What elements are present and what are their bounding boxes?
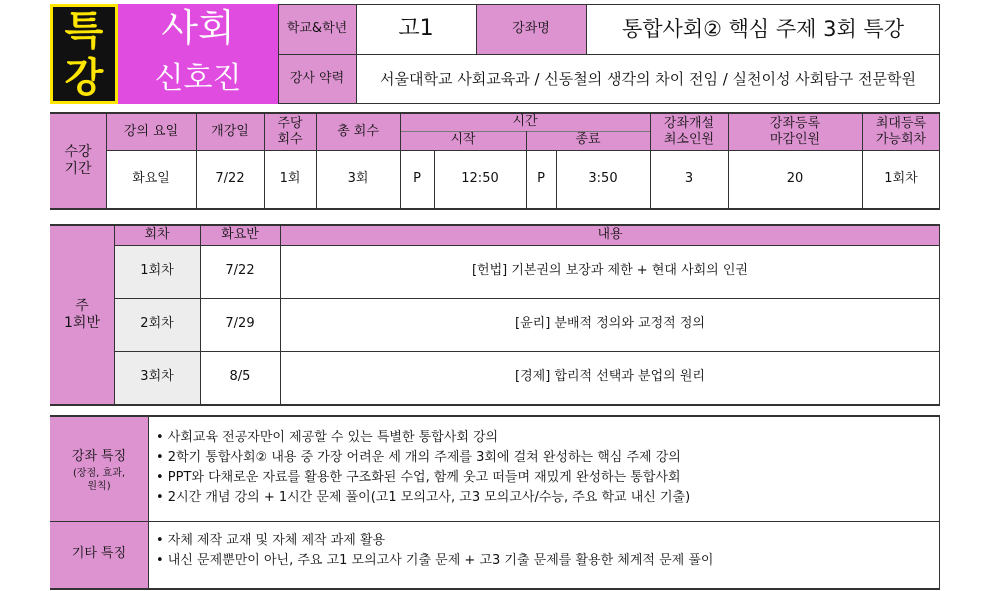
badge-special-2: 강 <box>50 54 118 104</box>
features-sublabel: (장점, 효과, 원칙) <box>72 467 126 492</box>
sessions-side-label: 주 1회반 <box>50 226 114 404</box>
session-date: 7/29 <box>200 298 280 351</box>
grid-line <box>939 417 940 588</box>
course-name-label: 강좌명 <box>476 4 586 54</box>
header-deadline: 강좌등록 마감인원 <box>728 114 862 150</box>
header-start-date: 개강일 <box>196 114 264 150</box>
grid-line <box>200 226 201 404</box>
value-weekly: 1회 <box>264 150 316 208</box>
course-name-value: 통합사회② 핵심 주제 3회 특강 <box>586 4 940 54</box>
grid-line <box>114 245 940 246</box>
header-weekly: 주당 회수 <box>264 114 316 150</box>
feature-item: • 2시간 개념 강의 + 1시간 문제 풀이(고1 모의고사, 고3 모의고사/수능, 주요 학교 내신 기출) <box>156 490 691 505</box>
sessions-header-no: 회차 <box>114 226 200 245</box>
school-grade-value: 고1 <box>356 4 476 54</box>
school-grade-label: 학교&학년 <box>278 4 356 54</box>
sessions-header-day: 화요반 <box>200 226 280 245</box>
session-content: [헌법] 기본권의 보장과 제한 + 현대 사회의 인권 <box>280 245 940 298</box>
value-min-people: 3 <box>650 150 728 208</box>
value-max-reg: 1회차 <box>862 150 940 208</box>
other-item: • 자체 제작 교재 및 자체 제작 과제 활용 <box>156 533 386 548</box>
grid-line <box>862 114 863 208</box>
grid-line <box>50 521 940 522</box>
grid-line <box>316 114 317 208</box>
grid-line <box>650 114 651 208</box>
grid-line <box>400 114 401 208</box>
features-label: 강좌 특징 <box>71 448 127 464</box>
value-day: 화요일 <box>106 150 196 208</box>
others-list <box>156 531 940 571</box>
others-label: 기타 특징 <box>50 521 148 588</box>
value-start-time: 12:50 <box>434 150 526 208</box>
header-vline <box>939 4 940 104</box>
header-min-people: 강좌개설 최소인원 <box>650 114 728 150</box>
header-vline <box>356 4 357 104</box>
grid-line <box>264 114 265 208</box>
session-no: 3회차 <box>114 351 200 404</box>
features-table <box>50 415 940 590</box>
header-time-end: 종료 <box>526 131 650 150</box>
value-end-time: 3:50 <box>556 150 650 208</box>
subject-title: 사회 <box>118 4 278 54</box>
bio-label: 강사 약력 <box>278 54 356 104</box>
grid-line <box>434 150 435 208</box>
grid-line <box>114 298 940 299</box>
grid-line <box>939 114 940 208</box>
schedule-table <box>50 112 940 210</box>
value-start-date: 7/22 <box>196 150 264 208</box>
session-no: 2회차 <box>114 298 200 351</box>
grid-line <box>148 417 149 588</box>
header-day: 강의 요일 <box>106 114 196 150</box>
grid-line <box>114 226 115 404</box>
sessions-header-content: 내용 <box>280 226 940 245</box>
value-start-ampm: P <box>400 150 434 208</box>
header-mid-line <box>278 54 940 55</box>
session-content: [경제] 합리적 선택과 분업의 원리 <box>280 351 940 404</box>
feature-item: • PPT와 다채로운 자료를 활용한 구조화된 수업, 함께 웃고 떠들며 재밌게 완성하는 통합사회 <box>156 470 681 485</box>
features-list <box>156 428 940 508</box>
header-bottom-line <box>278 103 940 104</box>
header-total: 총 회수 <box>316 114 400 150</box>
session-no: 1회차 <box>114 245 200 298</box>
session-date: 8/5 <box>200 351 280 404</box>
grid-line <box>556 150 557 208</box>
header-max-reg: 최대등록 가능회차 <box>862 114 940 150</box>
session-content: [윤리] 분배적 정의와 교정적 정의 <box>280 298 940 351</box>
feature-item: • 사회교육 전공자만이 제공할 수 있는 특별한 통합사회 강의 <box>156 430 499 445</box>
header-time-start: 시작 <box>400 131 526 150</box>
header-block <box>50 4 940 104</box>
grid-line <box>728 114 729 208</box>
feature-item: • 2학기 통합사회② 내용 중 가장 어려운 세 개의 주제를 3회에 걸쳐 완성하는 핵심 주제 강의 <box>156 450 681 465</box>
header-vline <box>476 4 477 54</box>
grid-line <box>106 150 940 151</box>
schedule-side-label: 수강 기간 <box>50 114 106 208</box>
features-label-cell <box>50 417 148 521</box>
grid-line <box>114 351 940 352</box>
value-deadline: 20 <box>728 150 862 208</box>
header-top-line <box>278 4 940 5</box>
badge-special-1: 특 <box>50 4 118 54</box>
bio-value: 서울대학교 사회교육과 / 신동철의 생각의 차이 전임 / 실천이성 사회탐구 전문학원 <box>356 54 940 104</box>
grid-line <box>526 131 527 208</box>
header-vline <box>278 4 279 104</box>
header-vline <box>586 4 587 54</box>
value-total: 3회 <box>316 150 400 208</box>
session-date: 7/22 <box>200 245 280 298</box>
sessions-table <box>50 224 940 406</box>
grid-line <box>939 226 940 404</box>
grid-line <box>106 114 107 208</box>
other-item: • 내신 문제뿐만이 아닌, 주요 고1 모의고사 기출 문제 + 고3 기출 문제를 활용한 체계적 문제 풀이 <box>156 553 714 568</box>
grid-line <box>196 114 197 208</box>
grid-line <box>280 226 281 404</box>
value-end-ampm: P <box>526 150 556 208</box>
grid-line <box>400 131 650 132</box>
header-time: 시간 <box>400 114 650 131</box>
teacher-name: 신호진 <box>118 54 278 104</box>
